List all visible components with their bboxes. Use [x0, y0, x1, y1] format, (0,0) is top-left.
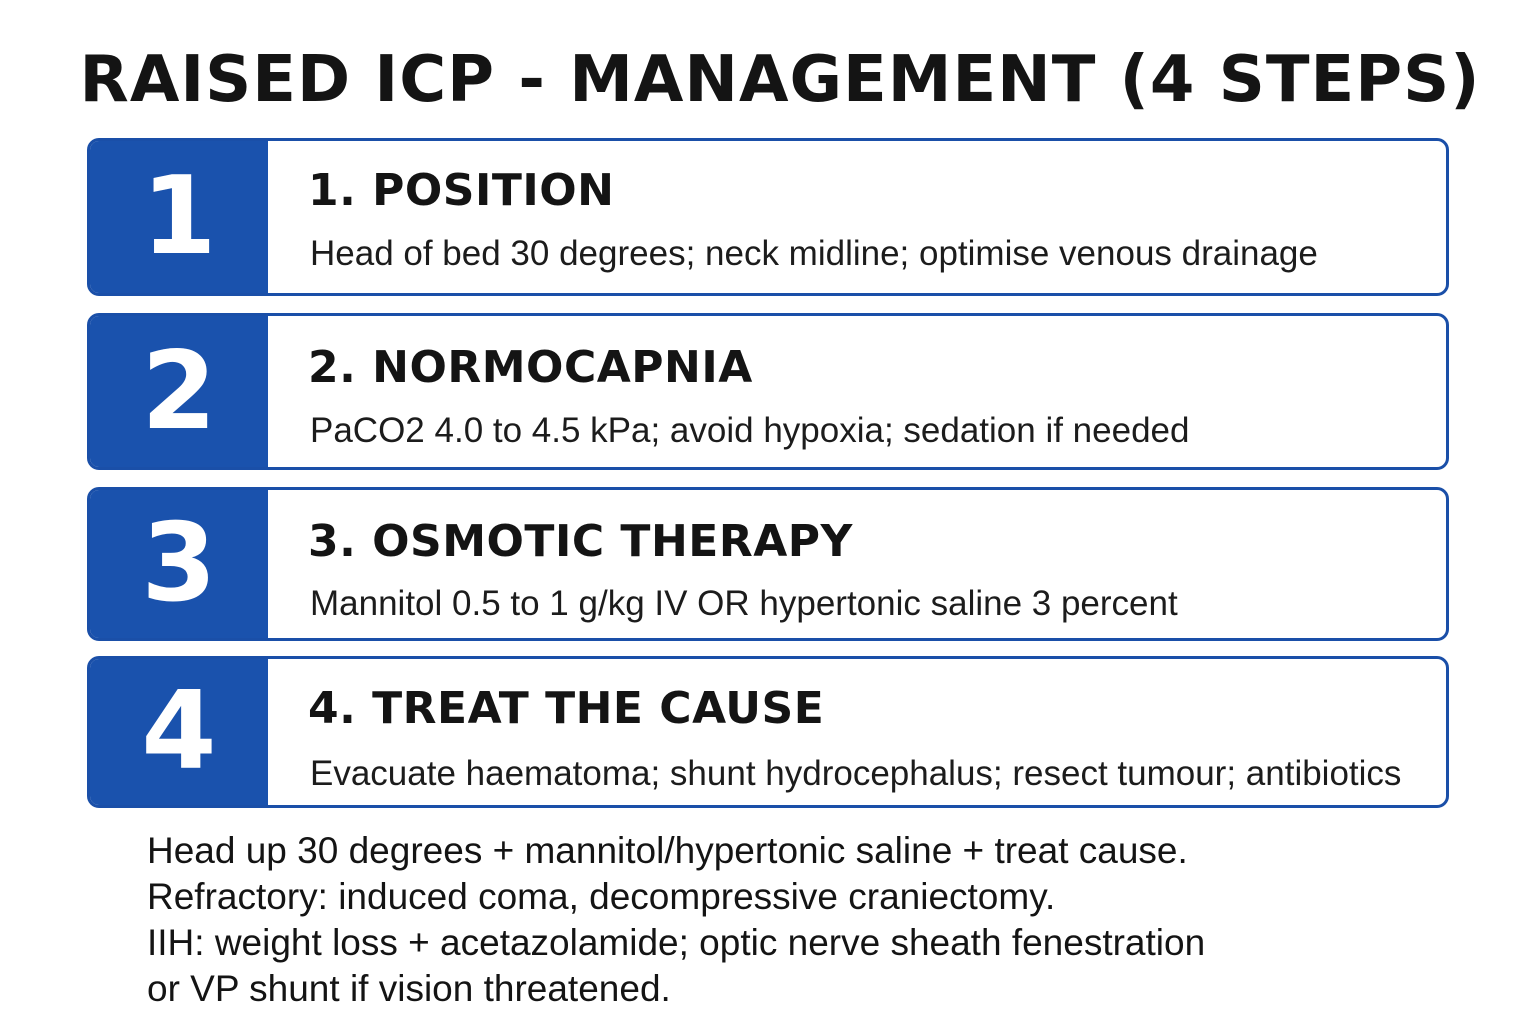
- step-description: Head of bed 30 degrees; neck midline; optimise venous drainage: [310, 234, 1318, 273]
- step-number-badge: [90, 659, 268, 805]
- step-card-position: [87, 138, 1449, 296]
- step-card-normocapnia: [87, 313, 1449, 470]
- summary-line: Head up 30 degrees + mannitol/hypertonic saline + treat cause.: [147, 830, 1188, 871]
- step-number-badge: [90, 490, 268, 638]
- step-card-treat-cause: [87, 656, 1449, 808]
- step-description: Mannitol 0.5 to 1 g/kg IV OR hypertonic saline 3 percent: [310, 584, 1178, 623]
- step-description: Evacuate haematoma; shunt hydrocephalus; resect tumour; antibiotics: [310, 754, 1402, 793]
- step-number: 2: [141, 328, 217, 454]
- step-number: 1: [141, 154, 217, 279]
- step-heading: 3. OSMOTIC THERAPY: [308, 516, 853, 567]
- summary-line: or VP shunt if vision threatened.: [147, 968, 671, 1009]
- summary-line: Refractory: induced coma, decompressive craniectomy.: [147, 876, 1056, 917]
- step-description: PaCO2 4.0 to 4.5 kPa; avoid hypoxia; sedation if needed: [310, 411, 1190, 450]
- step-number-badge: [90, 141, 268, 293]
- step-card-osmotic-therapy: [87, 487, 1449, 641]
- step-number: 4: [141, 669, 217, 794]
- summary-line: IIH: weight loss + acetazolamide; optic nerve sheath fenestration: [147, 922, 1206, 963]
- step-heading: 2. NORMOCAPNIA: [308, 342, 753, 393]
- step-heading: 4. TREAT THE CAUSE: [308, 683, 825, 734]
- step-number: 3: [141, 501, 217, 626]
- page-title: RAISED ICP - MANAGEMENT (4 STEPS): [79, 43, 1481, 117]
- step-number-badge: [90, 316, 268, 467]
- step-heading: 1. POSITION: [308, 165, 615, 216]
- summary-text: [147, 828, 1447, 1012]
